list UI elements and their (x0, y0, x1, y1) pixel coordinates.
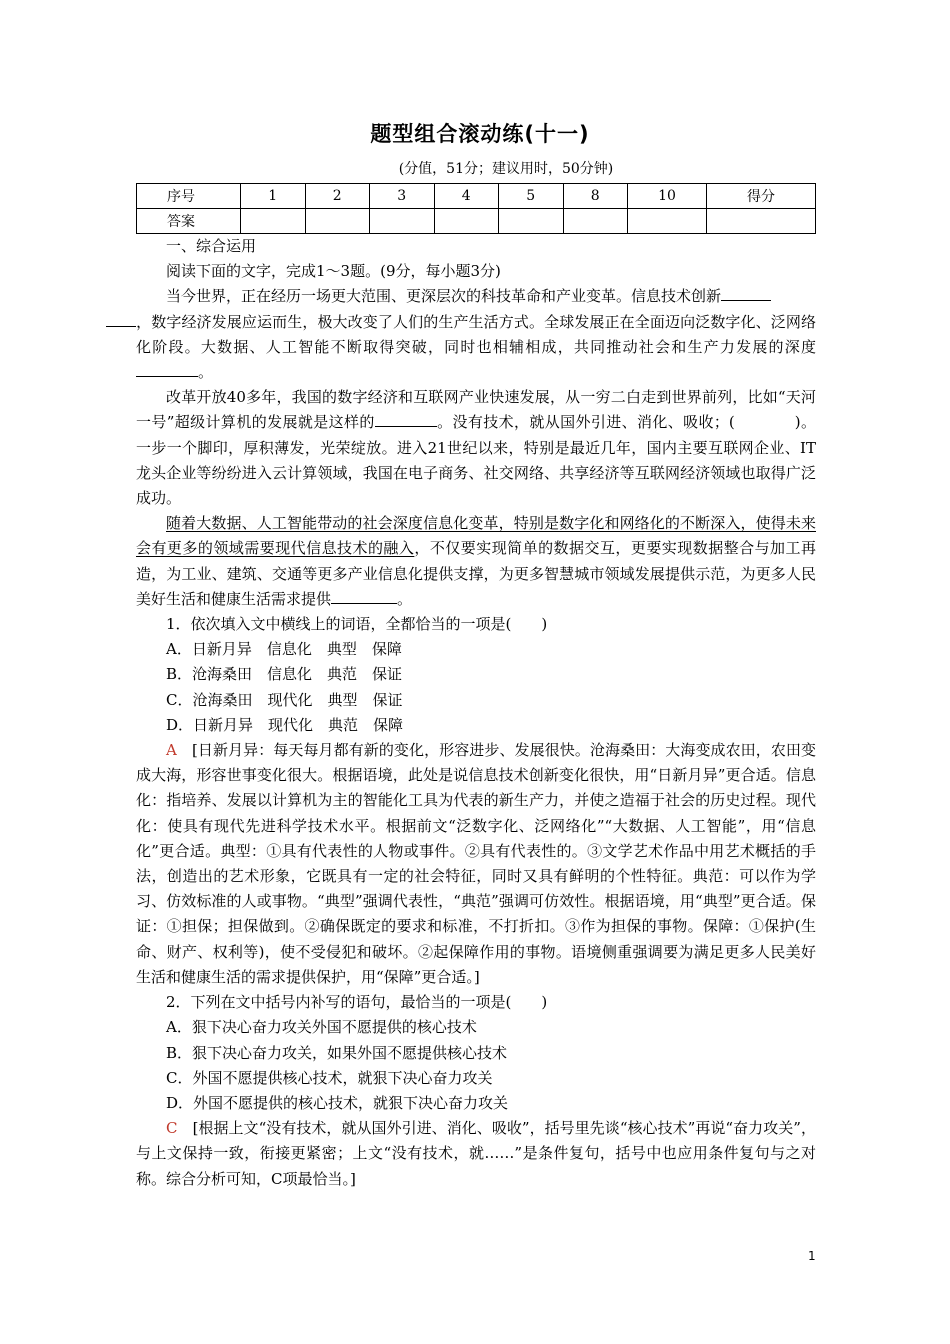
answer-cell[interactable] (434, 209, 499, 234)
answer-cell[interactable] (305, 209, 370, 234)
underlined-sentence: 随着大数据、人工智能带动的社会深度信息化变革，特别是数字化和网络化的不断深入，使得未来会有更多的领域需要现代信息技术的融入 (136, 514, 816, 558)
score-time-info: (分值，51分；建议用时，50分钟) (398, 161, 614, 177)
question-2-explanation: C [根据上文“没有技术，就从国外引进、消化、吸收”，括号里先谈“核心技术”再说“奋力攻关”，与上文保持一致，衔接更紧密；上文“没有技术，就……”是条件复句，括号中也应用条件复句与之对称。综合分析可知，C项最恰当。] (136, 1119, 816, 1188)
question-1-explanation: A [日新月异：每天每月都有新的变化，形容进步、发展很快。沧海桑田：大海变成农田，农田变成大海，形容世事变化很大。根据语境，此处是说信息技术创新变化很快，用“日新月异”更合适。信息化：指培养、发展以计算机为主的智能化工具为代表的新生产力，并使之造福于社会的历史过程。现代化：使具有现代先进科学技术水平。根据前文“泛数字化、泛网络化”“大数据、人工智能”，用“信息化”更合适。典型：①具有代表性的人物或事件。②具有代表性的。③文学艺术作品中用艺术概括的手法，创造出的艺术形象，它既具有一定的社会特征，同时又具有鲜明的个性特征。典范：可以作为学习、仿效标准的人或事物。“典型”强调代表性，“典范”强调可仿效性。根据语境，用“典型”更合适。保证：①担保；担保做到。②确保既定的要求和标准，不打折扣。③作为担保的事物。保障：①保护(生命、财产、权利等)，使不受侵犯和破坏。②起保障作用的事物。语境侧重强调要为满足更多人民美好生活和健康生活的需求提供保护，用“保障”更合适。] (136, 741, 816, 986)
answer-letter: A (166, 741, 177, 760)
option-b: B．狠下决心奋力攻关，如果外国不愿提供核心技术 (166, 1043, 508, 1062)
table-cell: 5 (499, 184, 564, 209)
option-a: A．狠下决心奋力攻关外国不愿提供的核心技术 (166, 1018, 477, 1037)
score-cell[interactable] (707, 209, 816, 234)
option-c: C．沧海桑田 现代化 典型 保证 (166, 690, 403, 709)
answer-cell[interactable] (628, 209, 707, 234)
passage-paragraph-3: 随着大数据、人工智能带动的社会深度信息化变革，特别是数字化和网络化的不断深入，使得未来会有更多的领域需要现代信息技术的融入，不仅要实现简单的数据交互，更要实现数据整合与加工再造，为工业、建筑、交通等更多产业信息化提供支撑，为更多智慧城市领域发展提供示范，为更多人民美好生活和健康生活需求提供 。 (136, 514, 816, 608)
answer-table (136, 183, 816, 234)
instruction: 阅读下面的文字，完成1～3题。(9分，每小题3分) (166, 262, 501, 281)
passage-paragraph-2: 改革开放40多年，我国的数字经济和互联网产业快速发展，从一穷二白走到世界前列，比如“天河一号”超级计算机的发展就是这样的 。没有技术，就从国外引进、消化、吸收；( )。一步一个脚印，厚积薄发，光荣绽放。进入21世纪以来，特别是最近几年，国内主要互联网企业、IT龙头企业等纷纷进入云计算领域，我国在电子商务、社交网络、共享经济等互联网经济领域也取得广泛成功。 (136, 388, 816, 508)
table-cell: 1 (241, 184, 306, 209)
option-d: D．日新月异 现代化 典范 保障 (166, 715, 404, 734)
table-row (137, 184, 816, 209)
option-b: B．沧海桑田 信息化 典范 保证 (166, 665, 403, 684)
option-a: A．日新月异 信息化 典型 保障 (166, 640, 402, 659)
section-heading: 一、综合运用 (166, 237, 257, 255)
page-number: 1 (808, 1249, 816, 1263)
passage-paragraph-1: 当今世界，正在经历一场更大范围、更深层次的科技革命和产业变革。信息技术创新 ，数字经济发展应运而生，极大改变了人们的生产生活方式。全球发展正在全面迈向泛数字化、泛网络化阶段。大数据、人工智能不断取得突破，同时也相辅相成，共同推动社会和生产力发展的深度。 (136, 284, 816, 385)
answer-cell[interactable] (563, 209, 628, 234)
question-1-stem: 1．依次填入文中横线上的词语，全都恰当的一项是( ) (166, 615, 548, 634)
table-cell: 10 (628, 184, 707, 209)
row-label-number: 序号 (137, 184, 241, 209)
answer-cell[interactable] (370, 209, 435, 234)
table-cell: 2 (305, 184, 370, 209)
question-2-stem: 2．下列在文中括号内补写的语句，最恰当的一项是( ) (166, 993, 548, 1012)
answer-letter: C (166, 1119, 178, 1138)
table-cell-score: 得分 (707, 184, 816, 209)
option-c: C．外国不愿提供核心技术，就狠下决心奋力攻关 (166, 1068, 493, 1087)
row-label-answer: 答案 (137, 209, 241, 234)
document-page (136, 118, 816, 1192)
page-title: 题型组合滚动练(十一) (370, 122, 590, 146)
option-d: D．外国不愿提供的核心技术，就狠下决心奋力攻关 (166, 1093, 509, 1112)
table-cell: 4 (434, 184, 499, 209)
document-body (136, 234, 816, 1192)
answer-cell[interactable] (241, 209, 306, 234)
answer-cell[interactable] (499, 209, 564, 234)
table-cell: 3 (370, 184, 435, 209)
table-cell: 8 (563, 184, 628, 209)
table-row (137, 209, 816, 234)
